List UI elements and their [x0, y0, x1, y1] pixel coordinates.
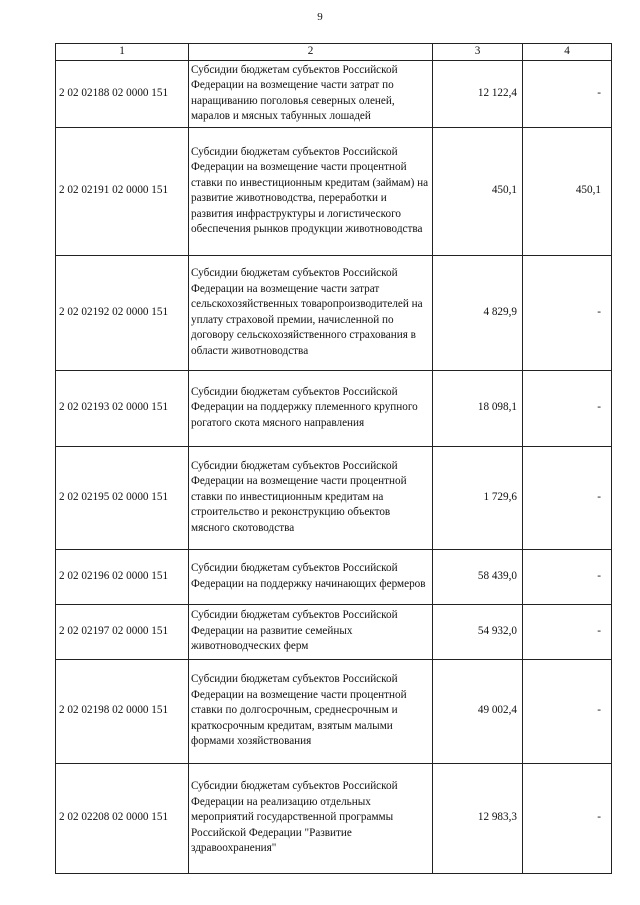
header-row — [56, 44, 612, 61]
table-row — [56, 60, 612, 127]
row-name: Субсидии бюджетам субъектов Российской Федерации на возмещение части затрат по наращиванию поголовья северных оленей, маралов и мясных табунных лошадей — [189, 60, 433, 127]
row-amount-col4: - — [523, 763, 612, 873]
row-amount-col3: 49 002,4 — [433, 659, 523, 763]
row-amount-col3: 12 122,4 — [433, 60, 523, 127]
header-col-2: 2 — [189, 44, 433, 61]
row-name: Субсидии бюджетам субъектов Российской Федерации на поддержку племенного крупного рогатого скота мясного направления — [189, 370, 433, 446]
row-amount-col3: 54 932,0 — [433, 604, 523, 659]
row-amount-col3: 58 439,0 — [433, 549, 523, 604]
header-col-1: 1 — [56, 44, 189, 61]
budget-table — [55, 43, 612, 874]
row-code: 2 02 02196 02 0000 151 — [56, 549, 189, 604]
header-col-4: 4 — [523, 44, 612, 61]
row-amount-col3: 4 829,9 — [433, 255, 523, 370]
row-amount-col4: - — [523, 370, 612, 446]
row-name: Субсидии бюджетам субъектов Российской Федерации на реализацию отдельных мероприятий государственной программы Российской Федерации "Развитие здравоохранения" — [189, 763, 433, 873]
table-row — [56, 370, 612, 446]
row-amount-col4: - — [523, 255, 612, 370]
row-name: Субсидии бюджетам субъектов Российской Федерации на возмещение части процентной ставки по инвестиционным кредитам на строительство и реконструкцию объектов мясного скотоводства — [189, 446, 433, 549]
table-row — [56, 763, 612, 873]
row-code: 2 02 02192 02 0000 151 — [56, 255, 189, 370]
row-code: 2 02 02193 02 0000 151 — [56, 370, 189, 446]
row-amount-col3: 18 098,1 — [433, 370, 523, 446]
row-code: 2 02 02195 02 0000 151 — [56, 446, 189, 549]
row-code: 2 02 02197 02 0000 151 — [56, 604, 189, 659]
row-name: Субсидии бюджетам субъектов Российской Федерации на поддержку начинающих фермеров — [189, 549, 433, 604]
table-row — [56, 659, 612, 763]
header-col-3: 3 — [433, 44, 523, 61]
table-row — [56, 549, 612, 604]
row-name: Субсидии бюджетам субъектов Российской Федерации на возмещение части процентной ставки по инвестиционным кредитам (займам) на развитие животноводства, переработки и развития инфраструктуры и логистического обеспечения рынков продукции животноводства — [189, 127, 433, 255]
row-code: 2 02 02198 02 0000 151 — [56, 659, 189, 763]
row-amount-col3: 450,1 — [433, 127, 523, 255]
row-amount-col4: 450,1 — [523, 127, 612, 255]
row-code: 2 02 02191 02 0000 151 — [56, 127, 189, 255]
table-row — [56, 255, 612, 370]
table-row — [56, 604, 612, 659]
row-amount-col4: - — [523, 549, 612, 604]
table-row — [56, 127, 612, 255]
row-name: Субсидии бюджетам субъектов Российской Федерации на возмещение части процентной ставки по долгосрочным, среднесрочным и краткосрочным кредитам, взятым малыми формами хозяйствования — [189, 659, 433, 763]
row-name: Субсидии бюджетам субъектов Российской Федерации на развитие семейных животноводческих ферм — [189, 604, 433, 659]
row-code: 2 02 02208 02 0000 151 — [56, 763, 189, 873]
row-amount-col4: - — [523, 604, 612, 659]
table-row — [56, 446, 612, 549]
row-name: Субсидии бюджетам субъектов Российской Федерации на возмещение части затрат сельскохозяйственных товаропроизводителей на уплату страховой премии, начисленной по договору сельскохозяйственного страхования в области животноводства — [189, 255, 433, 370]
row-amount-col4: - — [523, 446, 612, 549]
row-amount-col4: - — [523, 60, 612, 127]
row-amount-col3: 1 729,6 — [433, 446, 523, 549]
row-code: 2 02 02188 02 0000 151 — [56, 60, 189, 127]
row-amount-col4: - — [523, 659, 612, 763]
row-amount-col3: 12 983,3 — [433, 763, 523, 873]
page-number: 9 — [317, 11, 323, 23]
